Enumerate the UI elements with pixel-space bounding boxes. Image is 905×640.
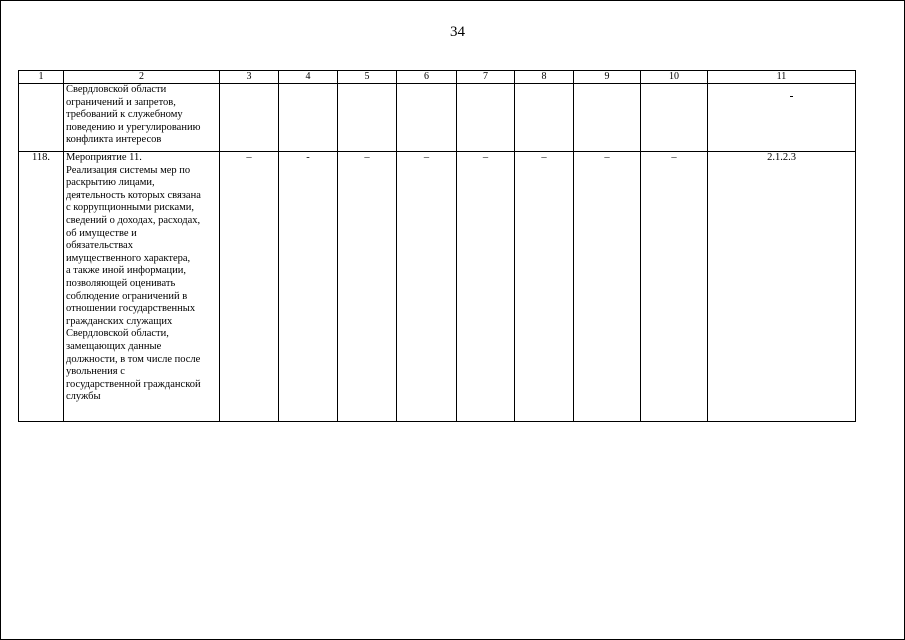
row-text: Свердловской области ограничений и запретов, требований к служебному поведению и урегулированию конфликта интересов	[64, 84, 220, 152]
column-header: 2	[64, 71, 220, 84]
column-header: 3	[220, 71, 279, 84]
cell-value: -	[279, 152, 338, 422]
cell-value: –	[641, 152, 708, 422]
page-number: 34	[450, 24, 465, 40]
cell-value	[279, 84, 338, 152]
row-number	[19, 84, 64, 152]
cell-value: –	[515, 152, 574, 422]
cell-value	[457, 84, 515, 152]
cell-value: –	[457, 152, 515, 422]
cell-value: –	[338, 152, 397, 422]
target-reference: 2.1.2.3	[708, 152, 856, 422]
column-header: 5	[338, 71, 397, 84]
column-header: 1	[19, 71, 64, 84]
cell-value: –	[220, 152, 279, 422]
column-number-row	[19, 71, 856, 84]
column-header: 10	[641, 71, 708, 84]
cell-value	[397, 84, 457, 152]
column-header: 9	[574, 71, 641, 84]
cell-value	[220, 84, 279, 152]
cell-value	[574, 84, 641, 152]
column-header: 11	[708, 71, 856, 84]
column-header: 6	[397, 71, 457, 84]
cell-value: –	[397, 152, 457, 422]
column-header: 8	[515, 71, 574, 84]
column-header: 4	[279, 71, 338, 84]
table-row	[19, 152, 856, 422]
program-table	[18, 70, 856, 422]
cell-value: –	[574, 152, 641, 422]
column-header: 7	[457, 71, 515, 84]
row-number: 118.	[19, 152, 64, 422]
target-reference	[708, 84, 856, 152]
row-text: Мероприятие 11. Реализация системы мер по раскрытию лицами, деятельность которых связана с коррупционными рисками, сведений о доходах, расходах, об имуществе и обязательствах имущественного характера, а также иной информации, позволяющей оценивать соблюдение ограничений в отношении государственных гражданских служащих Свердловской области, замещающих данные должности, в том числе после увольнения с государственной гражданской службы	[64, 152, 220, 422]
cell-value	[641, 84, 708, 152]
table-row	[19, 84, 856, 152]
cell-value	[338, 84, 397, 152]
scan-mark	[790, 96, 793, 97]
cell-value	[515, 84, 574, 152]
